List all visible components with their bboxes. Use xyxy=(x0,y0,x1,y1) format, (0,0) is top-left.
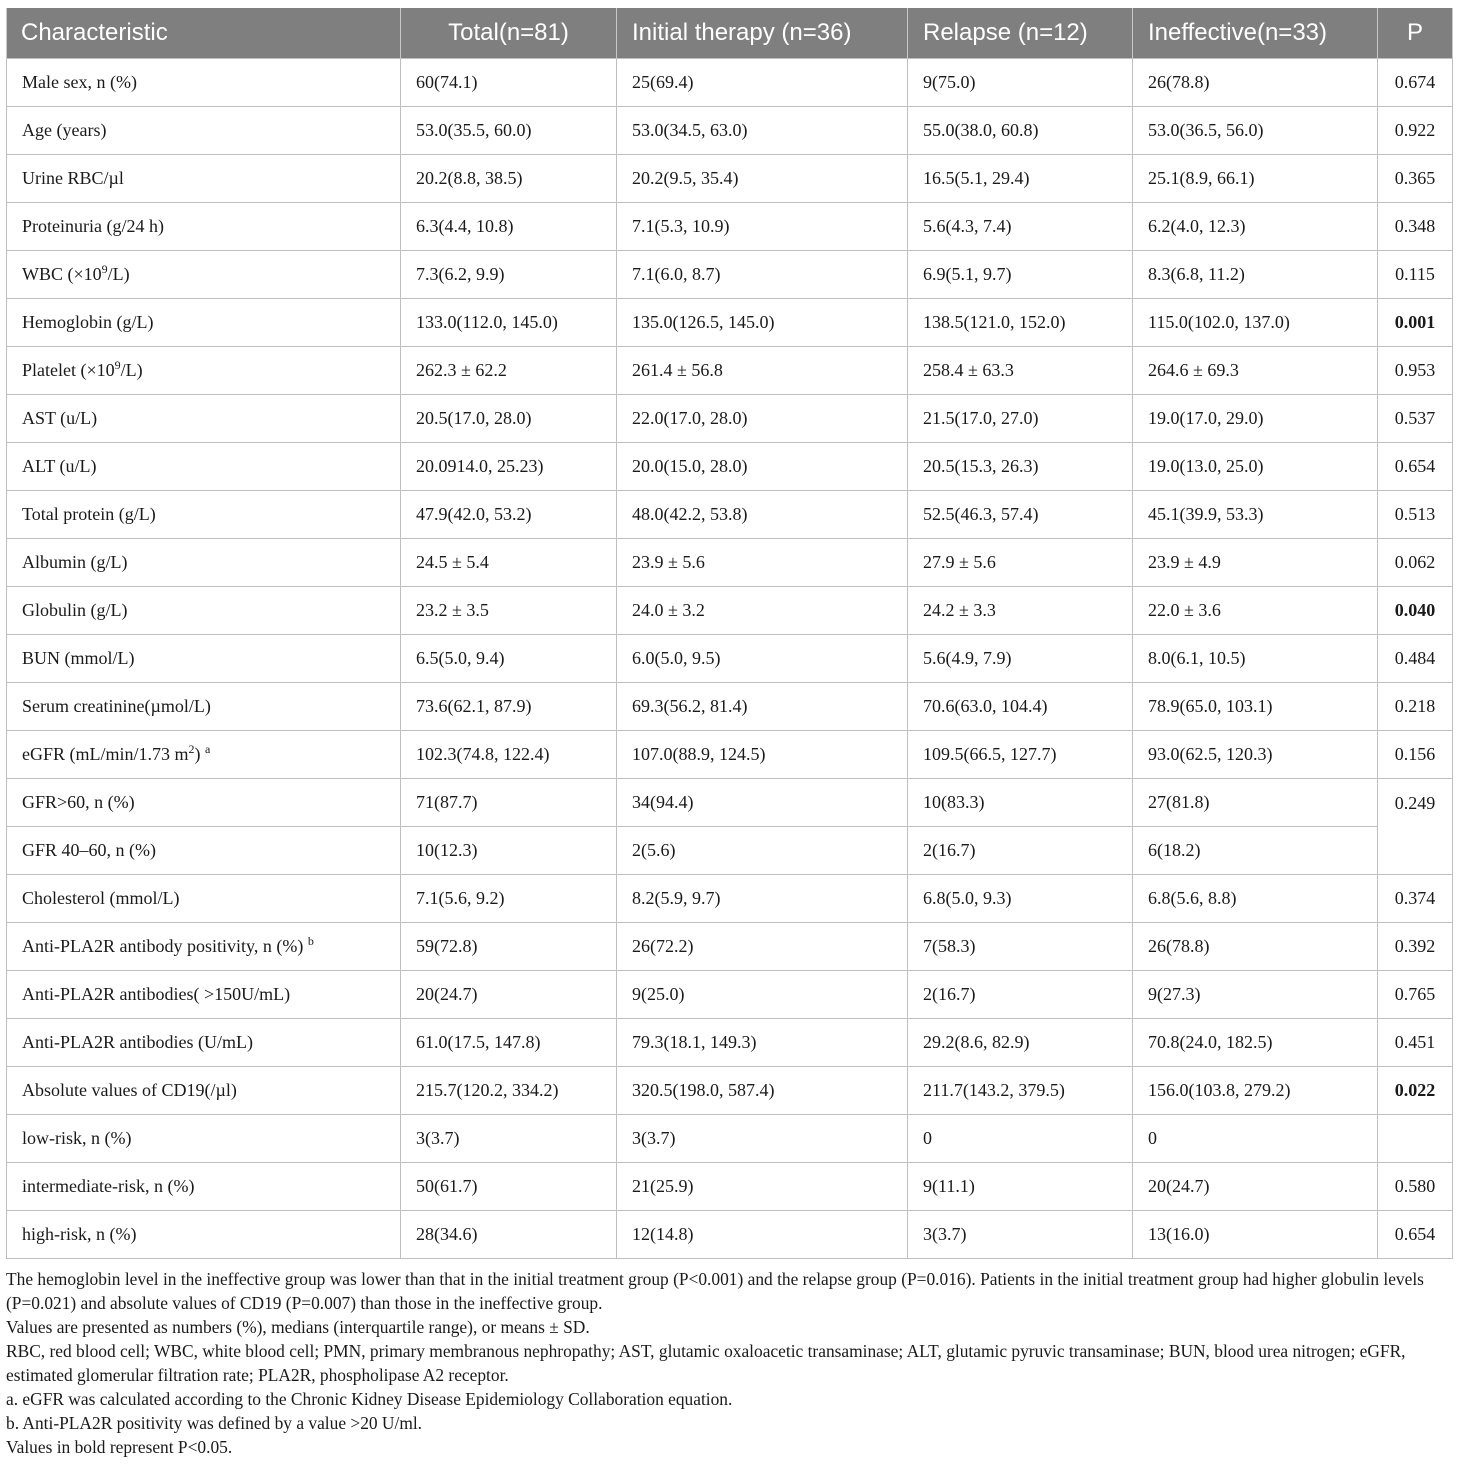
cell-total: 53.0(35.5, 60.0) xyxy=(401,107,617,155)
cell-initial: 7.1(5.3, 10.9) xyxy=(617,203,908,251)
cell-ineffective: 19.0(17.0, 29.0) xyxy=(1133,395,1378,443)
footnote-marker: a xyxy=(205,742,211,756)
cell-relapse: 2(16.7) xyxy=(908,827,1133,875)
cell-characteristic xyxy=(7,59,401,107)
characteristic-label: Urine RBC/µl xyxy=(22,168,124,188)
cell-p-value: 0.218 xyxy=(1378,683,1453,731)
cell-p-value: 0.156 xyxy=(1378,731,1453,779)
cell-relapse: 27.9 ± 5.6 xyxy=(908,539,1133,587)
header-initial-therapy: Initial therapy (n=36) xyxy=(617,8,908,59)
characteristic-label: Cholesterol (mmol/L) xyxy=(22,888,180,908)
cell-total: 215.7(120.2, 334.2) xyxy=(401,1067,617,1115)
cell-characteristic xyxy=(7,971,401,1019)
cell-ineffective: 53.0(36.5, 56.0) xyxy=(1133,107,1378,155)
characteristic-label: intermediate-risk, n (%) xyxy=(22,1176,195,1196)
cell-initial: 20.2(9.5, 35.4) xyxy=(617,155,908,203)
cell-p-value: 0.537 xyxy=(1378,395,1453,443)
cell-characteristic xyxy=(7,395,401,443)
cell-ineffective: 93.0(62.5, 120.3) xyxy=(1133,731,1378,779)
characteristic-label: Total protein (g/L) xyxy=(22,504,156,524)
cell-p-value: 0.115 xyxy=(1378,251,1453,299)
cell-relapse: 24.2 ± 3.3 xyxy=(908,587,1133,635)
unit-superscript: 9 xyxy=(114,358,121,372)
table-row xyxy=(7,923,1453,971)
characteristic-label: Anti-PLA2R antibodies( >150U/mL) xyxy=(22,984,291,1004)
characteristic-label: high-risk, n (%) xyxy=(22,1224,137,1244)
cell-initial: 34(94.4) xyxy=(617,779,908,827)
cell-characteristic xyxy=(7,875,401,923)
cell-relapse: 9(75.0) xyxy=(908,59,1133,107)
cell-relapse: 52.5(46.3, 57.4) xyxy=(908,491,1133,539)
characteristic-label-suffix: /L) xyxy=(107,264,130,284)
cell-characteristic xyxy=(7,827,401,875)
cell-ineffective: 23.9 ± 4.9 xyxy=(1133,539,1378,587)
table-row xyxy=(7,1163,1453,1211)
cell-initial: 26(72.2) xyxy=(617,923,908,971)
characteristic-label-suffix: /L) xyxy=(120,360,143,380)
cell-ineffective: 8.3(6.8, 11.2) xyxy=(1133,251,1378,299)
cell-relapse: 10(83.3) xyxy=(908,779,1133,827)
cell-ineffective: 19.0(13.0, 25.0) xyxy=(1133,443,1378,491)
unit-superscript: 2 xyxy=(188,742,195,756)
cell-characteristic xyxy=(7,923,401,971)
cell-initial: 3(3.7) xyxy=(617,1115,908,1163)
cell-total: 24.5 ± 5.4 xyxy=(401,539,617,587)
cell-initial: 21(25.9) xyxy=(617,1163,908,1211)
characteristic-label: GFR>60, n (%) xyxy=(22,792,135,812)
cell-relapse: 29.2(8.6, 82.9) xyxy=(908,1019,1133,1067)
cell-characteristic xyxy=(7,491,401,539)
cell-total: 47.9(42.0, 53.2) xyxy=(401,491,617,539)
cell-p-value: 0.392 xyxy=(1378,923,1453,971)
table-row xyxy=(7,1067,1453,1115)
cell-ineffective: 9(27.3) xyxy=(1133,971,1378,1019)
cell-ineffective: 20(24.7) xyxy=(1133,1163,1378,1211)
cell-p-value: 0.249 xyxy=(1378,779,1453,875)
cell-total: 50(61.7) xyxy=(401,1163,617,1211)
cell-total: 71(87.7) xyxy=(401,779,617,827)
cell-relapse: 6.8(5.0, 9.3) xyxy=(908,875,1133,923)
cell-relapse: 109.5(66.5, 127.7) xyxy=(908,731,1133,779)
cell-initial: 8.2(5.9, 9.7) xyxy=(617,875,908,923)
cell-initial: 135.0(126.5, 145.0) xyxy=(617,299,908,347)
cell-total: 262.3 ± 62.2 xyxy=(401,347,617,395)
cell-ineffective: 45.1(39.9, 53.3) xyxy=(1133,491,1378,539)
cell-initial: 9(25.0) xyxy=(617,971,908,1019)
table-footnotes xyxy=(6,1267,1454,1459)
table-row xyxy=(7,59,1453,107)
cell-characteristic xyxy=(7,779,401,827)
cell-relapse: 5.6(4.9, 7.9) xyxy=(908,635,1133,683)
cell-initial: 24.0 ± 3.2 xyxy=(617,587,908,635)
cell-total: 20.0914.0, 25.23) xyxy=(401,443,617,491)
cell-ineffective: 25.1(8.9, 66.1) xyxy=(1133,155,1378,203)
cell-initial: 53.0(34.5, 63.0) xyxy=(617,107,908,155)
cell-ineffective: 26(78.8) xyxy=(1133,59,1378,107)
cell-initial: 23.9 ± 5.6 xyxy=(617,539,908,587)
footnote-b: b. Anti-PLA2R positivity was defined by a value >20 U/ml. xyxy=(6,1413,423,1433)
characteristic-label: Absolute values of CD19(/µl) xyxy=(22,1080,237,1100)
cell-initial: 25(69.4) xyxy=(617,59,908,107)
cell-initial: 48.0(42.2, 53.8) xyxy=(617,491,908,539)
cell-characteristic xyxy=(7,539,401,587)
characteristic-label: ALT (u/L) xyxy=(22,456,97,476)
characteristic-label: Anti-PLA2R antibody positivity, n (%) xyxy=(22,936,304,956)
cell-relapse: 138.5(121.0, 152.0) xyxy=(908,299,1133,347)
cell-relapse: 55.0(38.0, 60.8) xyxy=(908,107,1133,155)
table-row xyxy=(7,635,1453,683)
cell-total: 20.5(17.0, 28.0) xyxy=(401,395,617,443)
cell-relapse: 5.6(4.3, 7.4) xyxy=(908,203,1133,251)
table-row xyxy=(7,491,1453,539)
footnote-marker: b xyxy=(307,934,314,948)
cell-ineffective: 6.8(5.6, 8.8) xyxy=(1133,875,1378,923)
characteristic-label: Male sex, n (%) xyxy=(22,72,137,92)
cell-initial: 69.3(56.2, 81.4) xyxy=(617,683,908,731)
table-row xyxy=(7,203,1453,251)
cell-characteristic xyxy=(7,683,401,731)
cell-total: 61.0(17.5, 147.8) xyxy=(401,1019,617,1067)
cell-relapse: 16.5(5.1, 29.4) xyxy=(908,155,1133,203)
footnote-values: Values are presented as numbers (%), medians (interquartile range), or means ± SD. xyxy=(6,1317,590,1337)
cell-characteristic xyxy=(7,299,401,347)
table-body xyxy=(7,59,1453,1259)
characteristic-label: Albumin (g/L) xyxy=(22,552,128,572)
cell-relapse: 70.6(63.0, 104.4) xyxy=(908,683,1133,731)
header-total: Total(n=81) xyxy=(401,8,617,59)
characteristic-label: Serum creatinine(µmol/L) xyxy=(22,696,211,716)
cell-ineffective: 6.2(4.0, 12.3) xyxy=(1133,203,1378,251)
table-row xyxy=(7,395,1453,443)
table-row xyxy=(7,443,1453,491)
cell-total: 6.3(4.4, 10.8) xyxy=(401,203,617,251)
cell-initial: 12(14.8) xyxy=(617,1211,908,1259)
cell-ineffective: 78.9(65.0, 103.1) xyxy=(1133,683,1378,731)
table-row xyxy=(7,539,1453,587)
cell-total: 20.2(8.8, 38.5) xyxy=(401,155,617,203)
unit-superscript: 9 xyxy=(101,262,108,276)
cell-p-value: 0.953 xyxy=(1378,347,1453,395)
characteristic-label: Age (years) xyxy=(22,120,107,140)
cell-p-value: 0.580 xyxy=(1378,1163,1453,1211)
cell-relapse: 2(16.7) xyxy=(908,971,1133,1019)
cell-characteristic xyxy=(7,731,401,779)
cell-p-value: 0.451 xyxy=(1378,1019,1453,1067)
cell-total: 3(3.7) xyxy=(401,1115,617,1163)
cell-characteristic xyxy=(7,1019,401,1067)
cell-initial: 320.5(198.0, 587.4) xyxy=(617,1067,908,1115)
cell-p-value: 0.040 xyxy=(1378,587,1453,635)
cell-p-value: 0.513 xyxy=(1378,491,1453,539)
cell-initial: 6.0(5.0, 9.5) xyxy=(617,635,908,683)
table-row xyxy=(7,347,1453,395)
cell-p-value: 0.348 xyxy=(1378,203,1453,251)
cell-characteristic xyxy=(7,635,401,683)
cell-total: 28(34.6) xyxy=(401,1211,617,1259)
table-container xyxy=(6,8,1454,1459)
cell-ineffective: 115.0(102.0, 137.0) xyxy=(1133,299,1378,347)
cell-characteristic xyxy=(7,347,401,395)
table-row xyxy=(7,155,1453,203)
cell-p-value: 0.654 xyxy=(1378,1211,1453,1259)
cell-total: 7.1(5.6, 9.2) xyxy=(401,875,617,923)
header-characteristic: Characteristic xyxy=(7,8,401,59)
cell-characteristic xyxy=(7,443,401,491)
header-ineffective: Ineffective(n=33) xyxy=(1133,8,1378,59)
cell-relapse: 21.5(17.0, 27.0) xyxy=(908,395,1133,443)
cell-total: 6.5(5.0, 9.4) xyxy=(401,635,617,683)
cell-initial: 107.0(88.9, 124.5) xyxy=(617,731,908,779)
header-row xyxy=(7,8,1453,59)
characteristic-label: GFR 40–60, n (%) xyxy=(22,840,156,860)
cell-relapse: 6.9(5.1, 9.7) xyxy=(908,251,1133,299)
cell-p-value: 0.365 xyxy=(1378,155,1453,203)
cell-ineffective: 8.0(6.1, 10.5) xyxy=(1133,635,1378,683)
cell-total: 59(72.8) xyxy=(401,923,617,971)
cell-ineffective: 27(81.8) xyxy=(1133,779,1378,827)
cell-ineffective: 264.6 ± 69.3 xyxy=(1133,347,1378,395)
cell-p-value: 0.374 xyxy=(1378,875,1453,923)
cell-relapse: 7(58.3) xyxy=(908,923,1133,971)
characteristic-label: Proteinuria (g/24 h) xyxy=(22,216,164,236)
characteristic-label: Globulin (g/L) xyxy=(22,600,128,620)
cell-initial: 20.0(15.0, 28.0) xyxy=(617,443,908,491)
table-row xyxy=(7,1019,1453,1067)
characteristic-label: low-risk, n (%) xyxy=(22,1128,132,1148)
cell-initial: 79.3(18.1, 149.3) xyxy=(617,1019,908,1067)
cell-characteristic xyxy=(7,251,401,299)
cell-ineffective: 22.0 ± 3.6 xyxy=(1133,587,1378,635)
characteristic-label: Hemoglobin (g/L) xyxy=(22,312,154,332)
cell-initial: 7.1(6.0, 8.7) xyxy=(617,251,908,299)
cell-characteristic xyxy=(7,1163,401,1211)
table-row xyxy=(7,1211,1453,1259)
cell-total: 7.3(6.2, 9.9) xyxy=(401,251,617,299)
cell-total: 102.3(74.8, 122.4) xyxy=(401,731,617,779)
cell-ineffective: 70.8(24.0, 182.5) xyxy=(1133,1019,1378,1067)
footnote-abbreviations: RBC, red blood cell; WBC, white blood cell; PMN, primary membranous nephropathy; AST, glutamic oxaloacetic transaminase; ALT, glutamic pyruvic transaminase; BUN, blood urea nitrogen; eGFR, estimated glomerular filtration rate; PLA2R, phospholipase A2 receptor. xyxy=(6,1341,1406,1385)
characteristic-label: Platelet (×10 xyxy=(22,360,115,380)
cell-characteristic xyxy=(7,1211,401,1259)
cell-characteristic xyxy=(7,587,401,635)
cell-characteristic xyxy=(7,1115,401,1163)
cell-p-value: 0.654 xyxy=(1378,443,1453,491)
cell-total: 60(74.1) xyxy=(401,59,617,107)
cell-p-value: 0.001 xyxy=(1378,299,1453,347)
characteristic-label: BUN (mmol/L) xyxy=(22,648,135,668)
table-row xyxy=(7,971,1453,1019)
cell-ineffective: 0 xyxy=(1133,1115,1378,1163)
header-relapse: Relapse (n=12) xyxy=(908,8,1133,59)
characteristic-label-suffix: ) xyxy=(194,744,201,764)
cell-initial: 2(5.6) xyxy=(617,827,908,875)
cell-characteristic xyxy=(7,155,401,203)
cell-initial: 261.4 ± 56.8 xyxy=(617,347,908,395)
cell-p-value: 0.022 xyxy=(1378,1067,1453,1115)
cell-total: 23.2 ± 3.5 xyxy=(401,587,617,635)
cell-ineffective: 13(16.0) xyxy=(1133,1211,1378,1259)
cell-p-value: 0.922 xyxy=(1378,107,1453,155)
footnote-a: a. eGFR was calculated according to the Chronic Kidney Disease Epidemiology Collaboration equation. xyxy=(6,1389,733,1409)
characteristic-label: Anti-PLA2R antibodies (U/mL) xyxy=(22,1032,253,1052)
cell-characteristic xyxy=(7,203,401,251)
table-row xyxy=(7,251,1453,299)
table-row xyxy=(7,779,1453,827)
footnote-summary: The hemoglobin level in the ineffective group was lower than that in the initial treatment group (P<0.001) and the relapse group (P=0.016). Patients in the initial treatment group had higher globulin levels (P=0.021) and absolute values of CD19 (P=0.007) than those in the ineffective group. xyxy=(6,1269,1424,1313)
cell-characteristic xyxy=(7,107,401,155)
cell-ineffective: 26(78.8) xyxy=(1133,923,1378,971)
cell-relapse: 258.4 ± 63.3 xyxy=(908,347,1133,395)
characteristic-label: eGFR (mL/min/1.73 m xyxy=(22,744,189,764)
table-row xyxy=(7,587,1453,635)
cell-ineffective: 6(18.2) xyxy=(1133,827,1378,875)
cell-total: 20(24.7) xyxy=(401,971,617,1019)
cell-total: 73.6(62.1, 87.9) xyxy=(401,683,617,731)
cell-relapse: 3(3.7) xyxy=(908,1211,1133,1259)
cell-p-value: 0.484 xyxy=(1378,635,1453,683)
cell-relapse: 20.5(15.3, 26.3) xyxy=(908,443,1133,491)
footnote-bold: Values in bold represent P<0.05. xyxy=(6,1437,233,1457)
table-row xyxy=(7,107,1453,155)
cell-initial: 22.0(17.0, 28.0) xyxy=(617,395,908,443)
characteristic-label: AST (u/L) xyxy=(22,408,98,428)
table-row xyxy=(7,731,1453,779)
characteristic-label: WBC (×10 xyxy=(22,264,102,284)
cell-p-value: 0.674 xyxy=(1378,59,1453,107)
table-row xyxy=(7,299,1453,347)
characteristics-table xyxy=(6,8,1453,1259)
cell-characteristic xyxy=(7,1067,401,1115)
header-p: P xyxy=(1378,8,1453,59)
cell-relapse: 211.7(143.2, 379.5) xyxy=(908,1067,1133,1115)
cell-relapse: 9(11.1) xyxy=(908,1163,1133,1211)
cell-ineffective: 156.0(103.8, 279.2) xyxy=(1133,1067,1378,1115)
cell-p-value: 0.765 xyxy=(1378,971,1453,1019)
cell-p-value: 0.062 xyxy=(1378,539,1453,587)
cell-total: 133.0(112.0, 145.0) xyxy=(401,299,617,347)
table-row xyxy=(7,827,1453,875)
cell-p-value xyxy=(1378,1115,1453,1163)
cell-total: 10(12.3) xyxy=(401,827,617,875)
table-row xyxy=(7,1115,1453,1163)
table-row xyxy=(7,683,1453,731)
cell-relapse: 0 xyxy=(908,1115,1133,1163)
table-row xyxy=(7,875,1453,923)
